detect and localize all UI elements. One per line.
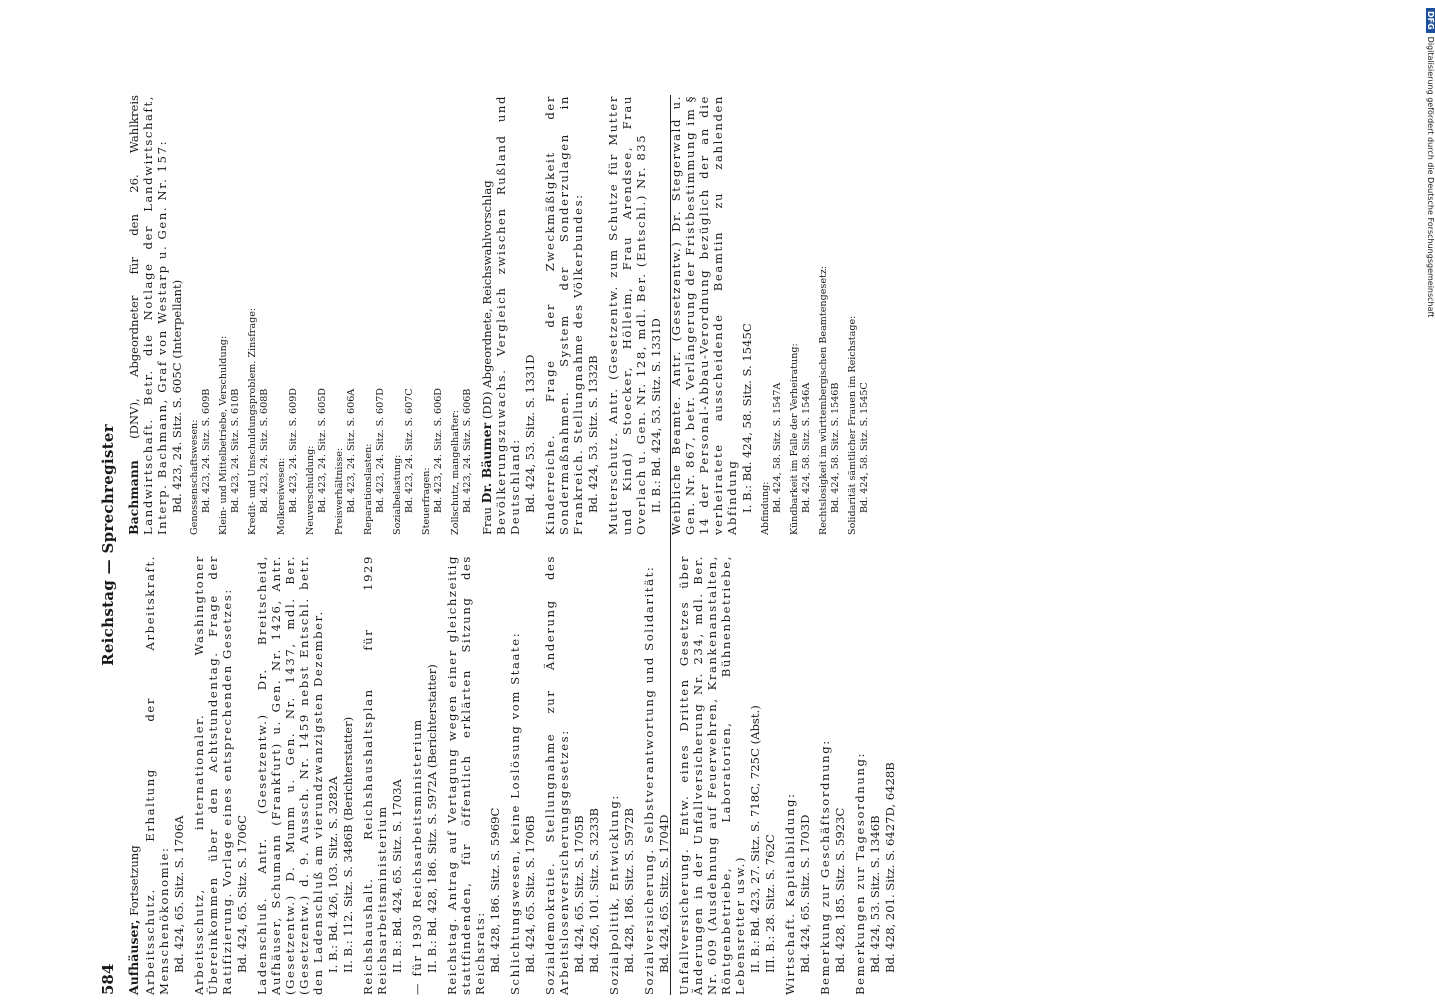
lemma-aufhaeuser — [127, 555, 141, 995]
citation: II. B.: Bd. 424, 53. Sitz. S. 1331D — [649, 318, 663, 513]
baeumer-block — [480, 95, 871, 535]
register-entry — [669, 95, 754, 535]
baeumer-entries — [494, 95, 754, 535]
register-entry — [255, 555, 355, 995]
entry-text: Bevölkerungszuwachs. Vergleich zwischen Rußland und Deutschland: — [494, 95, 522, 535]
citation: Bd. 424, 53. Sitz. S. 1331D — [523, 354, 537, 513]
citation: I. B.: Bd. 424, 58. Sitz. S. 1545C — [740, 323, 754, 513]
entry-text: Reichshaushalt. Reichshaushaltsplan für 1929 Reichsarbeitsministerium — [361, 555, 389, 995]
citation: Bd. 424, 65. Sitz. S. 1706C — [235, 815, 249, 973]
subentry-citation: Bd. 423, 24. Sitz. S. 607C — [404, 388, 415, 513]
subentry-citation: Bd. 423, 24. Sitz. S. 609B — [201, 388, 212, 513]
citation: Bd. 424, 65. Sitz. S. 1704D — [657, 814, 671, 973]
citation: III. B.: 28. Sitz. S. 762C — [763, 834, 777, 973]
entry-text: Ladenschluß. Antr. (Gesetzentw.) Dr. Breitscheid, Aufhäuser, Schumann (Frankfurt) u. Gen. Nr. 1426, Antr. (Gesetzentw.) D. Mumm u. Gen. Nr. 1437, mdl. Ber. (Gesetzentw.) d. 9. Aussch. Nr. 1459 nebst Entschl. betr. den Ladenschluß am vierundzwanzigsten Dezember. — [255, 555, 325, 995]
subentry-heading: Steuerfragen: — [421, 467, 432, 535]
entry-text: — für 1930 Reichsarbeitsministerium — [410, 718, 424, 995]
register-entry — [410, 555, 439, 995]
citation: Bd. 428, 186. Sitz. S. 5969C — [488, 807, 502, 973]
lemma-intro: (DNV), Abgeordneter für den 26. Wahlkreis — [127, 94, 141, 439]
running-title: Reichstag — Sprechregister — [99, 424, 117, 666]
subentry-heading: Kredit- und Umschuldungsproblem. Zinsfrage: — [247, 307, 258, 535]
page-header — [95, 95, 131, 995]
right-column — [127, 95, 877, 535]
subentry-heading: Kündbarkeit im Falle der Verheiratung: — [789, 343, 800, 535]
entry-text: Landwirtschaft. Betr. die Notlage der Landwirtschaft, Interp. Bachmann, Graf von Westarp u. Gen. Nr. 157: — [141, 95, 169, 535]
register-entry — [494, 95, 537, 535]
subentry-heading: Genossenschaftswesen: — [189, 419, 200, 535]
subentry-citation: Bd. 424, 58. Sitz. S. 1546A — [801, 382, 812, 513]
citation: II. B.: Bd. 428, 186. Sitz. S. 5972A (Berichterstatter) — [425, 664, 439, 973]
subentry-citation: Bd. 423, 24. Sitz. S. 605D — [317, 388, 328, 513]
citation: Bd. 428, 201. Sitz. S. 6427D, 6428B — [883, 762, 897, 973]
lemma-intro: (DD) Abgeordnete, Reichswahlvorschlag — [480, 180, 494, 420]
funding-sidebar — [1420, 5, 1434, 765]
citation: Bd. 428, 185. Sitz. S. 5923C — [833, 807, 847, 973]
citation: I. B.: Bd. 426, 103. Sitz. S. 3282A — [326, 776, 340, 973]
entry-text: Schlichtungswesen, keine Loslösung vom Staate: — [508, 631, 522, 995]
subentry-citation: Bd. 424, 58. Sitz. S. 1545C — [859, 382, 870, 513]
entry-text: Weibliche Beamte. Antr. (Gesetzentw.) Dr. Stegerwald u. Gen. Nr. 867, betr. Verlängerung der Fristbestimmung im § 14 der Personal-Abbau-Verordnung bezüglich der an die verheiratete ausscheidende Beamtin zu zahlenden Abfindung — [669, 95, 739, 535]
subentry-heading: Preisverhältnisse: — [334, 447, 345, 535]
register-entry — [143, 555, 186, 995]
citation: II. B.: Bd. 424, 65. Sitz. S. 1703A — [390, 779, 404, 973]
rotated-page — [95, 95, 1295, 995]
citation: Bd. 426, 101. Sitz. S. 3233B — [587, 807, 601, 973]
entry-text: Arbeitsschutz. Erhaltung der Arbeitskraft. Menschenökonomie: — [143, 555, 171, 995]
subentry-citation: Bd. 423, 24. Sitz. S. 608B — [259, 388, 270, 513]
subentry-citation: Bd. 423, 24. Sitz. S. 607D — [375, 388, 386, 513]
subentry-heading: Klein- und Mittelbetriebe, Verschuldung: — [218, 335, 229, 535]
citation: Bd. 424, 65. Sitz. S. 1703D — [798, 814, 812, 973]
citation: II. B.: 112. Sitz. S. 3486B (Berichterstatter) — [341, 716, 355, 973]
lemma-note: Fortsetzung — [127, 845, 141, 916]
entry-text: Mutterschutz. Antr. (Gesetzentw. zum Schutze für Mutter und Kind) Stoecker, Hölleim, Frau Arendsee, Frau Overlach u. Gen. Nr. 128, mdl. Ber. (Entschl.) Nr. 835 — [606, 95, 648, 535]
subentry-citation: Bd. 424, 58. Sitz. S. 1547A — [772, 382, 783, 513]
citation: Bd. 424, 65. Sitz. S. 1705B — [572, 815, 586, 973]
citation: Bd. 424, 53. Sitz. S. 1332B — [586, 355, 600, 513]
register-entry — [192, 555, 249, 995]
subentry-heading: Abfindung: — [760, 481, 771, 535]
register-entry — [606, 95, 663, 535]
subentry-heading: Neuverschuldung: — [305, 445, 316, 535]
subentry-citation: Bd. 423, 24. Sitz. S. 610B — [230, 388, 241, 513]
left-column — [127, 555, 903, 995]
subentry-citation: Bd. 423, 24. Sitz. S. 606B — [462, 388, 473, 513]
entry-text: Wirtschaft. Kapitalbildung: — [783, 792, 797, 995]
citation: Bd. 424, 65. Sitz. S. 1706A — [172, 815, 186, 973]
lemma-name: Dr. Bäumer — [479, 422, 494, 504]
citation: Bd. 423, 24. Sitz. S. 605C (Interpellant) — [170, 279, 184, 513]
lemma-bachmann — [127, 95, 169, 535]
subentry-citation: Bd. 423, 24. Sitz. S. 606A — [346, 388, 357, 513]
lemma-name: Aufhäuser, — [126, 919, 141, 995]
register-entry — [607, 555, 636, 995]
entry-text: Reichstag. Antrag auf Vertagung wegen einer gleichzeitig stattfindenden, für öffentlich erklärten Sitzung des Reichsrats: — [445, 555, 487, 995]
subentry-heading: Molkereiwesen: — [276, 457, 287, 535]
funding-note: Digitalisierung gefördert durch die Deutsche Forschungsgemeinschaft — [1426, 36, 1435, 318]
lemma-name: Bachmann — [126, 460, 141, 535]
register-entry — [543, 95, 600, 535]
register-entry — [508, 555, 537, 995]
citation: Bd. 424, 65. Sitz. S. 1706B — [523, 815, 537, 973]
dfg-logo: DFG — [1426, 8, 1435, 33]
citation: Bd. 424, 53. Sitz. S. 1346B — [868, 815, 882, 973]
subentry-heading: Reparationslasten: — [363, 443, 374, 535]
register-entry — [361, 555, 404, 995]
register-entry — [783, 555, 812, 995]
entry-text: Sozialpolitik, Entwicklung: — [607, 794, 621, 995]
entry-text: Bemerkung zur Geschäftsordnung: — [818, 739, 832, 995]
bachmann-block — [127, 95, 474, 535]
register-entry — [642, 555, 671, 995]
subentry-heading: Rechtslosigkeit im württembergischen Beamtengesetz: — [818, 265, 829, 535]
citation: II. B.: Bd. 423, 27. Sitz. S. 718C, 725C (Abst.) — [748, 705, 762, 973]
left-entries — [143, 555, 897, 995]
bachmann-subentries — [189, 95, 474, 535]
register-entry — [677, 555, 777, 995]
register-entry — [543, 555, 601, 995]
subentry-citation: Bd. 423, 24. Sitz. S. 609D — [288, 388, 299, 513]
lemma-baeumer — [480, 95, 494, 535]
baeumer-subentries — [760, 95, 871, 535]
entry-text: Kinderreiche. Frage der Zweckmäßigkeit der Sondermaßnahmen. System der Sonderzulagen in Frankreich. Stellungnahme des Völkerbundes: — [543, 95, 585, 535]
register-entry — [445, 555, 502, 995]
page-number: 584 — [99, 963, 117, 995]
subentry-citation: Bd. 423, 24. Sitz. S. 606D — [433, 388, 444, 513]
entry-text: Bemerkungen zur Tagesordnung: — [853, 751, 867, 995]
entry-text: Sozialdemokratie. Stellungnahme zur Änderung des Arbeitslosenversicherungsgesetzes: — [543, 555, 571, 995]
lemma-prefix: Frau — [480, 507, 494, 535]
entry-text: Arbeitsschutz, internationaler. Washingtoner Übereinkommen über den Achtstundentag. Frage der Ratifizierung. Vorlage eines entsprechenden Gesetzes: — [192, 555, 234, 995]
register-entry — [818, 555, 847, 995]
subentry-heading: Solidarität sämtlicher Frauen im Reichstage: — [847, 315, 858, 535]
entry-text: Unfallversicherung. Entw. eines Dritten Gesetzes über Änderungen in der Unfallversicherung Nr. 234, mdl. Ber. Nr. 609 (Ausdehnung auf Feuerwehren, Krankenanstalten, Röntgenbetriebe, Laboratorien, Bühnenbetriebe, Lebensretter usw.) — [677, 555, 747, 995]
register-entry — [853, 555, 897, 995]
entry-text: Sozialversicherung. Selbstverantwortung und Solidarität: — [642, 565, 656, 995]
subentry-heading: Zollschutz, mangelhafter: — [450, 410, 461, 535]
subentry-citation: Bd. 424, 58. Sitz. S. 1546B — [830, 382, 841, 513]
subentry-heading: Sozialbelastung: — [392, 454, 403, 535]
citation: Bd. 428, 186. Sitz. S. 5972B — [622, 807, 636, 973]
